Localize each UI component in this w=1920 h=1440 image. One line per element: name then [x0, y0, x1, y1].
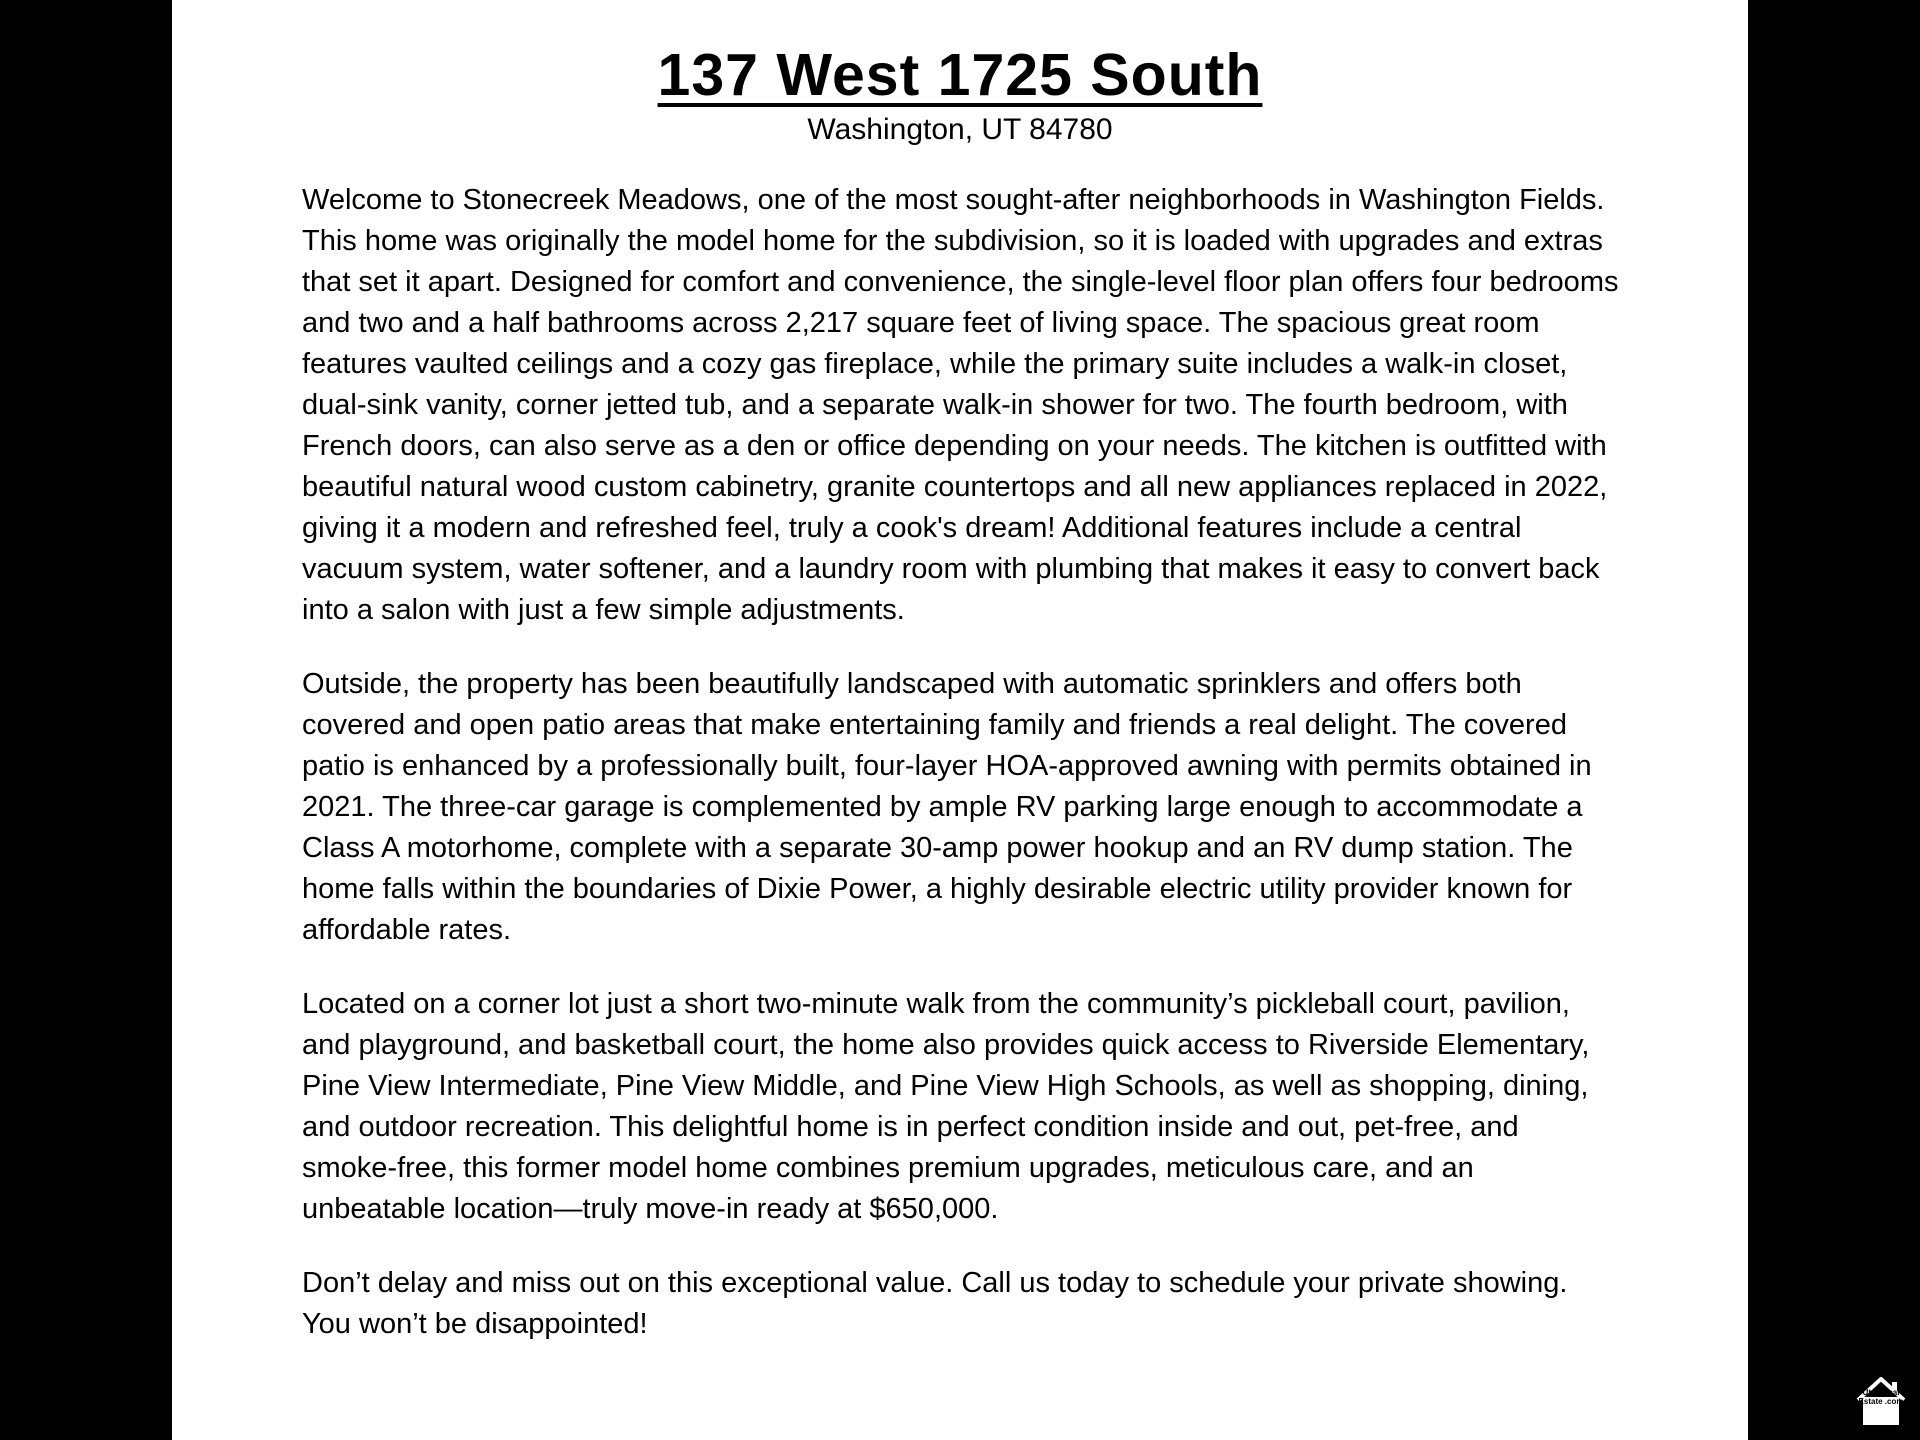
description-body — [302, 180, 1620, 1378]
watermark-text: Utah Real Estate .com — [1858, 1388, 1904, 1406]
document-page — [172, 0, 1748, 1440]
paragraph-1: Welcome to Stonecreek Meadows, one of the most sought-after neighborhoods in Washington Fields. This home was originally the model home for the subdivision, so it is loaded with upgrades and extras that set it apart. Designed for comfort and convenience, the single-level floor plan offers four bedrooms and two and a half bathrooms across 2,217 square feet of living space. The spacious great room features vaulted ceilings and a cozy gas fireplace, while the primary suite includes a walk-in closet, dual-sink vanity, corner jetted tub, and a separate walk-in shower for two. The fourth bedroom, with French doors, can also serve as a den or office depending on your needs. The kitchen is outfitted with beautiful natural wood custom cabinetry, granite countertops and all new appliances replaced in 2022, giving it a modern and refreshed feel, truly a cook's dream! Additional features include a central vacuum system, water softener, and a laundry room with plumbing that makes it easy to convert back into a salon with just a few simple adjustments. — [302, 184, 1619, 626]
house-logo-icon — [1854, 1374, 1908, 1428]
page-title: 137 West 1725 South — [657, 42, 1263, 108]
paragraph-3: Located on a corner lot just a short two-minute walk from the community’s pickleball court, pavilion, and playground, and basketball court, the home also provides quick access to Riverside Elementary, Pine View Intermediate, Pine View Middle, and Pine View High Schools, as well as shopping, dining, and outdoor recreation. This delightful home is in perfect condition inside and out, pet-free, and smoke-free, this former model home combines premium upgrades, meticulous care, and an unbeatable location—truly move-in ready at $650,000. — [302, 988, 1590, 1225]
paragraph-4: Don’t delay and miss out on this exceptional value. Call us today to schedule your private showing. You won’t be disappointed! — [302, 1267, 1568, 1340]
address-subtitle: Washington, UT 84780 — [807, 113, 1113, 146]
paragraph-2: Outside, the property has been beautifully landscaped with automatic sprinklers and offers both covered and open patio areas that make entertaining family and friends a real delight. The covered patio is enhanced by a professionally built, four-layer HOA-approved awning with permits obtained in 2021. The three-car garage is complemented by ample RV parking large enough to accommodate a Class A motorhome, complete with a separate 30-amp power hookup and an RV dump station. The home falls within the boundaries of Dixie Power, a highly desirable electric utility provider known for affordable rates. — [302, 668, 1592, 946]
